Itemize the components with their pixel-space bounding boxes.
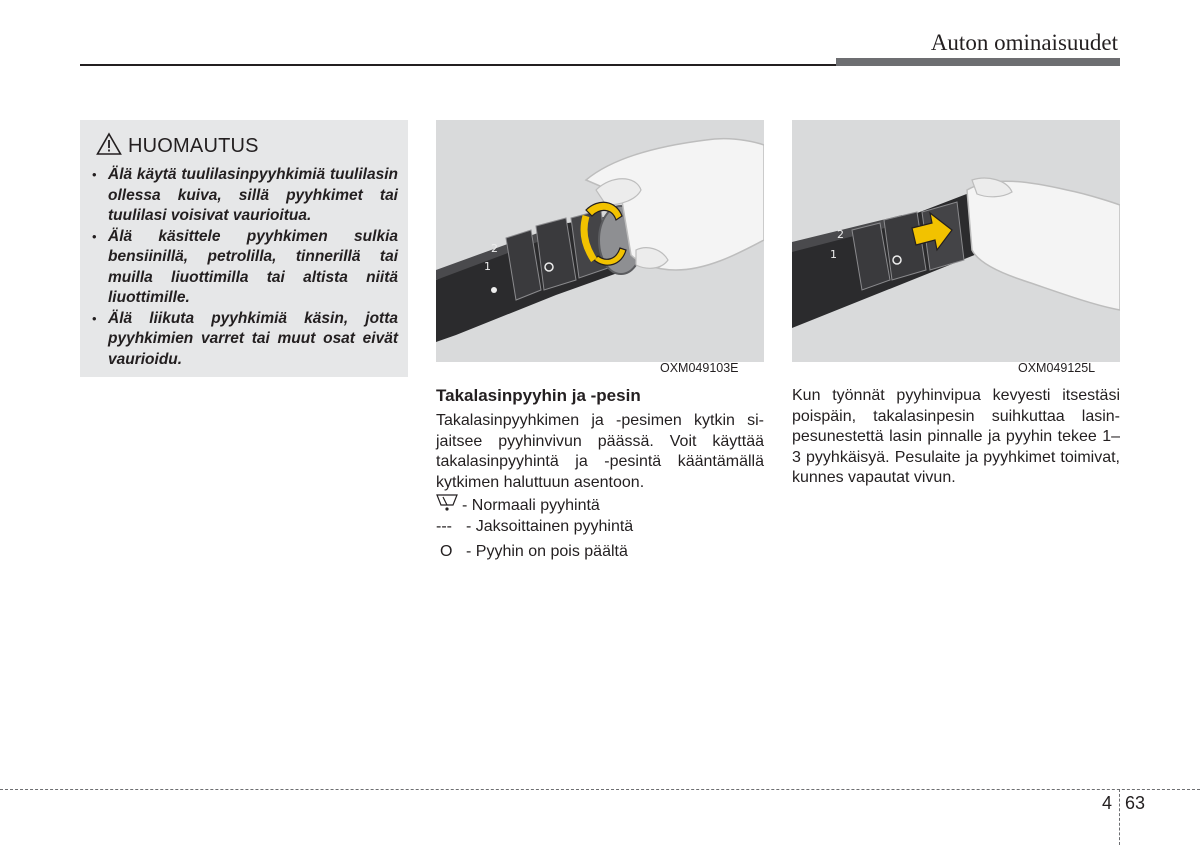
mode-label: - Normaali pyyhintä <box>462 496 600 514</box>
svg-text:2: 2 <box>837 228 844 241</box>
footer-divider <box>1119 789 1120 845</box>
header-rule <box>80 64 836 66</box>
figure-push-lever <box>792 120 1120 362</box>
caution-header <box>96 132 398 161</box>
caution-box <box>80 120 408 377</box>
rear-washer-text: Kun työnnät pyyhinvipua kevyesti itsestäsi poispäin, takalasinpesin suihkuttaa lasinpesunestettä lasin pinnalle ja pyyhin tekee 1–3 pyyhkäisyä. Pesulaite ja pyyhkimet toimivat, kunnes vapautat vivun. <box>792 387 1120 486</box>
mode-normal-row <box>436 494 600 517</box>
chapter-number: 4 <box>1102 793 1113 813</box>
caution-title: HUOMAUTUS <box>128 135 259 157</box>
caution-item: • Älä käytä tuulilasinpyyhkimiä tuulilasin ollessa kuiva, sillä pyyhkimet tai tuulilasi voisivat vaurioitua. <box>90 165 398 227</box>
page-header-title: Auton ominaisuudet <box>930 30 1118 55</box>
mode-label: - Jaksoittainen pyyhintä <box>466 518 634 535</box>
mode-symbol: O <box>440 543 453 560</box>
caution-list <box>90 165 398 370</box>
page-number: 63 <box>1125 793 1146 813</box>
header-rule-accent <box>836 58 1120 66</box>
mode-off-row <box>436 543 628 561</box>
figure-code: OXM049125L <box>1018 361 1096 375</box>
svg-text:1: 1 <box>830 248 837 261</box>
caution-item: • Älä käsittele pyyhkimen sulkia bensiinillä, petrolilla, tinnerillä tai muilla liuottimilla tai altista niitä liuottimille. <box>90 227 398 309</box>
rear-wiper-intro: Takalasinpyyhkimen ja -pesimen kytkin sijaitsee pyyhinvivun päässä. Voit käyttää takalasinpyyhintä ja -pesintä kääntämällä kytkimen haluttuun asentoon. <box>436 412 764 491</box>
mode-symbol: --- <box>436 518 452 535</box>
figure-code: OXM049103E <box>660 361 739 375</box>
caution-item: • Älä liikuta pyyhkimiä käsin, jotta pyyhkimien varret tai muut osat eivät vaurioidu. <box>90 309 398 371</box>
svg-text:2: 2 <box>491 242 498 255</box>
svg-text:1: 1 <box>484 260 491 273</box>
mode-label: - Pyyhin on pois päältä <box>466 543 628 560</box>
wiper-icon <box>436 494 462 517</box>
warning-triangle-icon <box>96 132 122 161</box>
footer-rule <box>0 789 1200 790</box>
figure-rotate-switch <box>436 120 764 362</box>
mode-intermittent-row <box>436 518 633 536</box>
section-heading: Takalasinpyyhin ja -pesin <box>436 386 641 405</box>
